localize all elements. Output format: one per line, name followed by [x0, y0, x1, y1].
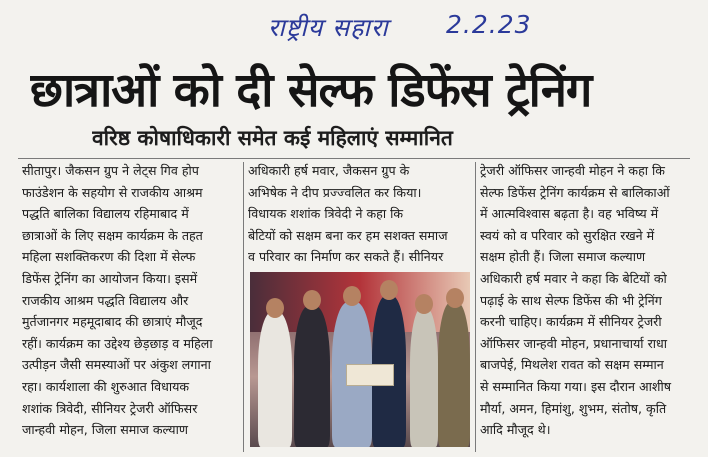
text-line: ऑफिसर जान्हवी मोहन, प्रधानाचार्या राधा — [480, 335, 667, 351]
person-head — [343, 286, 361, 306]
person-head — [380, 280, 398, 300]
text-line: डिफेंस ट्रेनिंग का आयोजन किया। इसमें — [22, 270, 198, 286]
text-line: रहा। कार्यशाला की शुरुआत विधायक — [22, 378, 190, 394]
person-head — [266, 298, 284, 318]
newspaper-name: राष्ट्रीय सहारा — [268, 13, 389, 42]
text-line: ट्रेजरी ऑफिसर जान्हवी मोहन ने कहा कि — [480, 163, 665, 178]
text-line: बाजपेई, मिथलेश रावत को सक्षम सम्मान — [480, 357, 664, 373]
news-photo — [250, 272, 470, 447]
text-line: रहीं। कार्यक्रम का उद्देश्य छेड़छाड़ व महिला — [22, 335, 213, 351]
text-line: स्वयं को व परिवार को सुरक्षित रखने में — [480, 227, 655, 243]
text-line: शशांक त्रिवेदी, सीनियर ट्रेजरी ऑफिसर — [22, 400, 198, 416]
text-line: अधिकारी हर्ष मवार, जैकसन ग्रुप के — [248, 163, 410, 178]
person-figure — [438, 302, 470, 447]
text-line: बेटियों को सक्षम बना कर हम सशक्त समाज — [248, 227, 448, 243]
text-line: फाउंडेशन के सहयोग से राजकीय आश्रम — [22, 184, 203, 200]
column-divider-1 — [243, 162, 244, 452]
text-line: में आत्मविश्वास बढ़ता है। वह भविष्य में — [480, 206, 659, 222]
text-line: मौर्या, अमन, हिमांशु, शुभम, संतोष, कृति — [480, 400, 667, 416]
person-head — [415, 294, 433, 314]
text-line: पढ़ाई के साथ सेल्फ डिफेंस की भी ट्रेनिंग — [480, 292, 662, 308]
text-line: आदि मौजूद थे। — [480, 422, 551, 438]
text-line: सेल्फ डिफेंस ट्रेनिंग कार्यक्रम से बालिकाओं — [480, 184, 670, 200]
text-line: व परिवार का निर्माण कर सकते हैं। सीनियर — [248, 249, 444, 265]
certificate — [346, 364, 394, 386]
text-line: सक्षम होती हैं। जिला समाज कल्याण — [480, 249, 646, 265]
person-figure — [294, 306, 330, 447]
text-line: महिला सशक्तिकरण की दिशा में सेल्फ — [22, 249, 196, 265]
text-line: राजकीय आश्रम पद्धति विद्यालय और — [22, 292, 189, 308]
article-column-3 — [480, 160, 690, 450]
column-divider-2 — [475, 162, 476, 452]
text-line: से सम्मानित किया गया। इस दौरान आशीष — [480, 378, 671, 394]
text-line: अभिषेक ने दीप प्रज्ज्वलित कर किया। — [248, 184, 422, 200]
text-line: करनी चाहिए। कार्यक्रम में सीनियर ट्रेजरी — [480, 314, 662, 330]
handwritten-masthead — [258, 4, 588, 48]
text-line: मुर्तजानगर महमूदाबाद की छात्राएं मौजूद — [22, 314, 203, 330]
text-line: विधायक शशांक त्रिवेदी ने कहा कि — [248, 206, 404, 222]
person-head — [303, 290, 321, 310]
article-column-2 — [248, 160, 472, 270]
person-figure — [410, 308, 438, 447]
column-top-rule — [18, 158, 690, 159]
person-head — [446, 288, 464, 308]
text-line: उत्पीड़न जैसी समस्याओं पर अंकुश लगाना — [22, 357, 211, 373]
person-figure — [258, 312, 292, 447]
text-line: जान्हवी मोहन, जिला समाज कल्याण — [22, 422, 188, 438]
text-line: सीतापुर। जैकसन ग्रुप ने लेट्स गिव होप — [22, 163, 199, 178]
clipping-date: 2.2.23 — [446, 10, 532, 39]
subheadline: वरिष्ठ कोषाधिकारी समेत कई महिलाएं सम्मानित — [92, 126, 453, 150]
headline: छात्राओं को दी सेल्फ डिफेंस ट्रेनिंग — [30, 63, 592, 118]
article-column-1 — [22, 160, 240, 457]
text-line: अधिकारी हर्ष मवार ने कहा कि बेटियों को — [480, 270, 667, 286]
text-line: पद्धति बालिका विद्यालय रहिमाबाद में — [22, 206, 189, 222]
text-line: छात्राओं के लिए सक्षम कार्यक्रम के तहत — [22, 227, 203, 243]
